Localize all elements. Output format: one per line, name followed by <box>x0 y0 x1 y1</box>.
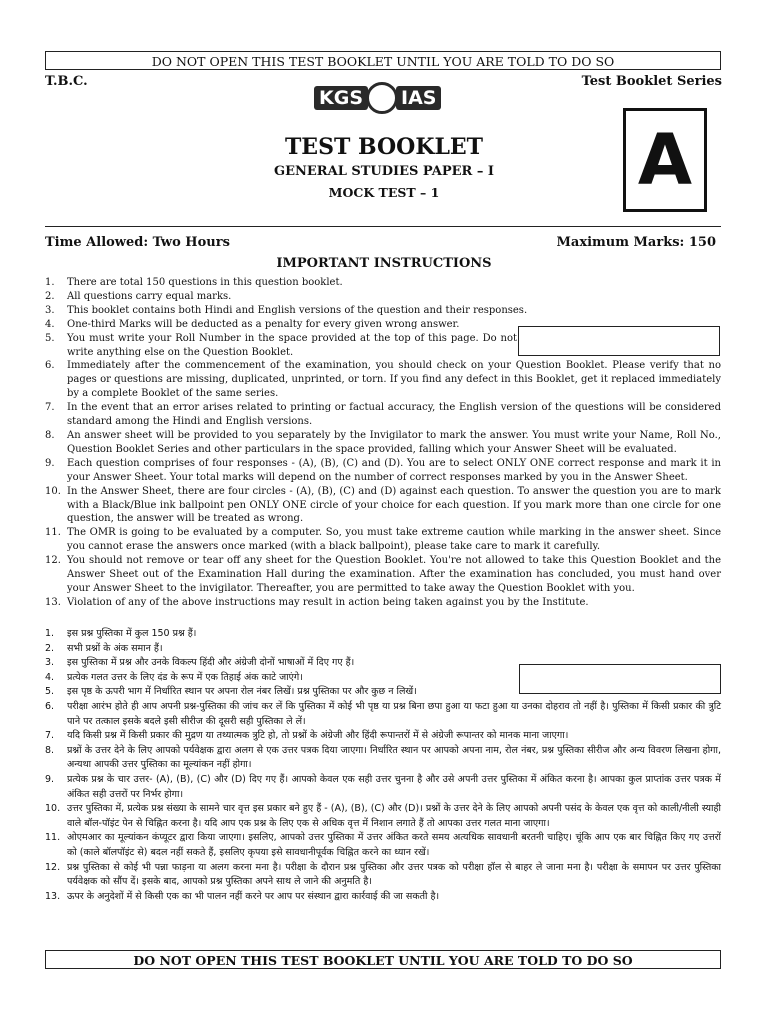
hindi-instruction-item <box>45 671 517 686</box>
english-instruction-item <box>45 276 721 290</box>
instruction-number: 8. <box>45 429 55 441</box>
kgs-ias-logo <box>314 82 441 114</box>
instruction-text: यदि किसी प्रश्न में किसी प्रकार की मुद्रण या तथ्यात्मक त्रुटि हो, तो प्रश्नों के अंग्रेजी और हिंदी रूपान्तरों में से अंग्रेजी रूपान्तर को मानक माना जाएगा। <box>67 730 569 742</box>
tbc-label: T.B.C. <box>45 74 88 89</box>
instruction-number: 3. <box>45 657 55 669</box>
instruction-text: Violation of any of the above instructions may result in action being taken against you by the Institute. <box>67 596 589 608</box>
hindi-instruction-item <box>45 729 721 744</box>
instruction-text: इस पृष्ठ के ऊपरी भाग में निर्धारित स्थान पर अपना रोल नंबर लिखें। प्रश्न पुस्तिका पर और कुछ न लिखें। <box>67 686 417 698</box>
hindi-instruction-item <box>45 890 721 905</box>
test-booklet-series-label: Test Booklet Series <box>581 74 722 89</box>
instruction-text: You must write your Roll Number in the space provided at the top of this page. Do not write anything else on the Question Booklet. <box>67 332 517 358</box>
instruction-number: 3. <box>45 304 55 316</box>
instruction-number: 10. <box>45 803 61 815</box>
instruction-number: 9. <box>45 773 55 785</box>
instruction-text: प्रत्येक प्रश्न के चार उत्तर- (A), (B), (C) और (D) दिए गए हैं। आपको केवल एक सही उत्तर चुनना है और उसे अपनी उत्तर पुस्तिका में अंकित करना है। आपका कुल प्राप्तांक उत्तर पत्रक में अंकित सही उत्तरों पर निर्भर होगा। <box>67 773 721 800</box>
english-instruction-item <box>45 596 721 610</box>
instruction-number: 9. <box>45 457 55 469</box>
english-instruction-item <box>45 304 721 318</box>
english-instruction-item <box>45 332 517 360</box>
instruction-text: All questions carry equal marks. <box>67 290 232 302</box>
instruction-text: प्रश्न पुस्तिका से कोई भी पन्ना फाड़ना या अलग करना मना है। परीक्षा के दौरान प्रश्न पुस्तिका और उत्तर पत्रक को परीक्षा हॉल से बाहर ले जाना मना है। परीक्षा के समापन पर उत्तर पुस्तिका पर्यवेक्षक को सौंप दें। इसके बाद, आपको प्रश्न पुस्तिका अपने साथ ले जाने की अनुमति है। <box>67 861 721 888</box>
instruction-text: सभी प्रश्नों के अंक समान हैं। <box>67 642 163 654</box>
instruction-text: This booklet contains both Hindi and English versions of the question and their responses. <box>67 304 528 316</box>
instruction-text: ओएमआर का मूल्यांकन कंप्यूटर द्वारा किया जाएगा। इसलिए, आपको उत्तर पुस्तिका में उत्तर अंकित करते समय अत्यधिक सावधानी बरतनी चाहिए। चूंकि आप एक बार चिह्नित किए गए उत्तरों को (काले बॉलपॉइंट से) बदल नहीं सकते हैं, इसलिए कृपया इसे सावधानीपूर्वक चिह्नित करने का ध्यान रखें। <box>67 832 721 858</box>
instruction-number: 1. <box>45 277 55 288</box>
header-divider <box>45 226 721 227</box>
hindi-instruction-item <box>45 831 721 860</box>
instruction-text: An answer sheet will be provided to you separately by the Invigilator to mark the answer. You must write your Name, Roll No., Question Booklet Series and other particulars in the space provided, falling which your Answer Sheet will be evaluated. <box>67 429 721 455</box>
instruction-number: 10. <box>45 485 61 497</box>
instruction-text: इस प्रश्न पुस्तिका में कुल 150 प्रश्न हैं। <box>67 628 197 639</box>
english-instruction-item <box>45 401 721 429</box>
bottom-warning-banner: DO NOT OPEN THIS TEST BOOKLET UNTIL YOU ARE TOLD TO DO SO <box>45 950 721 969</box>
instruction-number: 12. <box>45 861 61 873</box>
instruction-number: 7. <box>45 402 55 414</box>
instruction-number: 13. <box>45 890 61 902</box>
globe-emblem-icon <box>366 82 398 114</box>
instruction-text: Immediately after the commencement of the examination, you should check on your Question Booklet. Please verify that no pages or questions are missing, duplicated, unprinted, or torn. If you find any defect in this Booklet, get it replaced immediately by a complete Booklet of the same series. <box>67 360 721 400</box>
english-instruction-item <box>45 290 721 304</box>
hindi-instruction-item <box>45 773 721 802</box>
paper-subtitle: GENERAL STUDIES PAPER – I <box>274 164 494 179</box>
hindi-instruction-item <box>45 685 517 700</box>
instruction-text: You should not remove or tear off any sheet for the Question Booklet. You're not allowed to take this Question Booklet and the Answer Sheet out of the Examination Hall during the examination. After the examination has concluded, you must hand over your Answer Sheet to the invigilator. Thereafter, you are permitted to take away the Question Booklet with you. <box>67 555 721 594</box>
instruction-number: 11. <box>45 832 61 844</box>
instruction-number: 5. <box>45 332 55 344</box>
instruction-number: 2. <box>45 290 55 302</box>
instruction-number: 13. <box>45 596 61 608</box>
instruction-number: 4. <box>45 318 55 330</box>
logo-right-text: IAS <box>396 86 441 110</box>
instruction-text: इस पुस्तिका में प्रश्न और उनके विकल्प हिंदी और अंग्रेजी दोनों भाषाओं में दिए गए हैं। <box>67 657 355 669</box>
instruction-number: 6. <box>45 700 55 712</box>
logo-left-text: KGS <box>314 86 368 110</box>
mock-test-label: MOCK TEST – 1 <box>328 185 440 200</box>
instruction-text: परीक्षा आरंभ होते ही आप अपनी प्रश्न-पुस्तिका की जांच कर लें कि पुस्तिका में कोई भी पृष्ठ या प्रश्न बिना छपा हुआ या फटा हुआ या उनका दोहराव तो नहीं है। पुस्तिका में किसी प्रकार की त्रुटि पाने पर तत्काल इसके बदले इसी सीरीज की दूसरी सही पुस्तिका ले लें। <box>67 700 721 727</box>
instruction-text: In the event that an error arises related to printing or factual accuracy, the English version of the questions will be considered standard among the Hindi and English versions. <box>67 402 721 428</box>
english-instruction-item <box>45 485 721 527</box>
instruction-number: 7. <box>45 730 55 742</box>
instruction-text: उत्तर पुस्तिका में, प्रत्येक प्रश्न संख्या के सामने चार वृत्त इस प्रकार बने हुए हैं - (A), (B), (C) और (D)। प्रश्नों के उत्तर देने के लिए आपको अपनी पसंद के केवल एक वृत्त को काली/नीली स्याही वाले बॉल-पॉइंट पेन से चिह्नित करना है। यदि आप एक प्रश्न के लिए एक से अधिक वृत्त में निशान लगाते हैं तो आपका उत्तर गलत माना जाएगा। <box>67 803 721 829</box>
instruction-text: ऊपर के अनुदेशों में से किसी एक का भी पालन नहीं करने पर आप पर संस्थान द्वारा कार्रवाई की जा सकती है। <box>67 890 440 902</box>
instruction-number: 1. <box>45 628 55 639</box>
instruction-text: प्रश्नों के उत्तर देने के लिए आपको पर्यवेक्षक द्वारा अलग से एक उत्तर पत्रक दिया जाएगा। निर्धारित स्थान पर आपको अपना नाम, रोल नंबर, प्रश्न पुस्तिका सीरीज और अन्य विवरण लिखना होगा, अन्यथा आपकी उत्तर पुस्तिका का मूल्यांकन नहीं होगा। <box>67 744 721 771</box>
english-instruction-item <box>45 554 721 596</box>
english-instruction-item <box>45 429 721 457</box>
english-instruction-item <box>45 457 721 485</box>
maximum-marks: Maximum Marks: 150 <box>556 235 716 250</box>
english-instruction-item <box>45 359 721 401</box>
roll-number-box-hindi[interactable] <box>519 664 721 694</box>
hindi-instruction-item <box>45 802 721 831</box>
instruction-number: 12. <box>45 555 61 567</box>
page-title: TEST BOOKLET <box>284 134 484 160</box>
hindi-instruction-item <box>45 642 721 657</box>
instruction-text: The OMR is going to be evaluated by a computer. So, you must take extreme caution while marking in the answer sheet. Since you cannot erase the answers once marked (with a black ballpoint), please take care to mark it carefully. <box>67 527 721 553</box>
time-allowed: Time Allowed: Two Hours <box>45 235 230 250</box>
instruction-text: One-third Marks will be deducted as a penalty for every given wrong answer. <box>67 318 460 330</box>
hindi-instruction-item <box>45 627 721 642</box>
instruction-text: प्रत्येक गलत उत्तर के लिए दंड के रूप में एक तिहाई अंक काटे जाएंगे। <box>67 671 303 683</box>
english-instruction-item <box>45 526 721 554</box>
instruction-number: 4. <box>45 671 55 683</box>
hindi-instruction-item <box>45 700 721 729</box>
top-warning-banner: DO NOT OPEN THIS TEST BOOKLET UNTIL YOU ARE TOLD TO DO SO <box>45 51 721 70</box>
instructions-heading: IMPORTANT INSTRUCTIONS <box>276 256 492 271</box>
roll-number-box-english[interactable] <box>518 326 720 356</box>
instruction-text: There are total 150 questions in this question booklet. <box>67 277 343 288</box>
instruction-number: 2. <box>45 642 55 654</box>
instruction-text: In the Answer Sheet, there are four circles - (A), (B), (C) and (D) against each question. To answer the question you are to mark with a Black/Blue ink ballpoint pen ONLY ONE circle of your choice for each question. If you mark more than one circle for one question, the answer will be treated as wrong. <box>67 485 721 525</box>
instruction-number: 11. <box>45 527 61 539</box>
instruction-number: 6. <box>45 360 55 372</box>
hindi-instruction-item <box>45 861 721 890</box>
hindi-instruction-item <box>45 744 721 773</box>
booklet-series-box: A <box>623 108 707 212</box>
instruction-number: 5. <box>45 686 55 698</box>
instruction-text: Each question comprises of four responses - (A), (B), (C) and (D). You are to select ONLY ONE correct response and mark it in your Answer Sheet. Your total marks will depend on the number of correct responses marked by you in the Answer Sheet. <box>67 457 721 483</box>
instruction-number: 8. <box>45 744 55 756</box>
